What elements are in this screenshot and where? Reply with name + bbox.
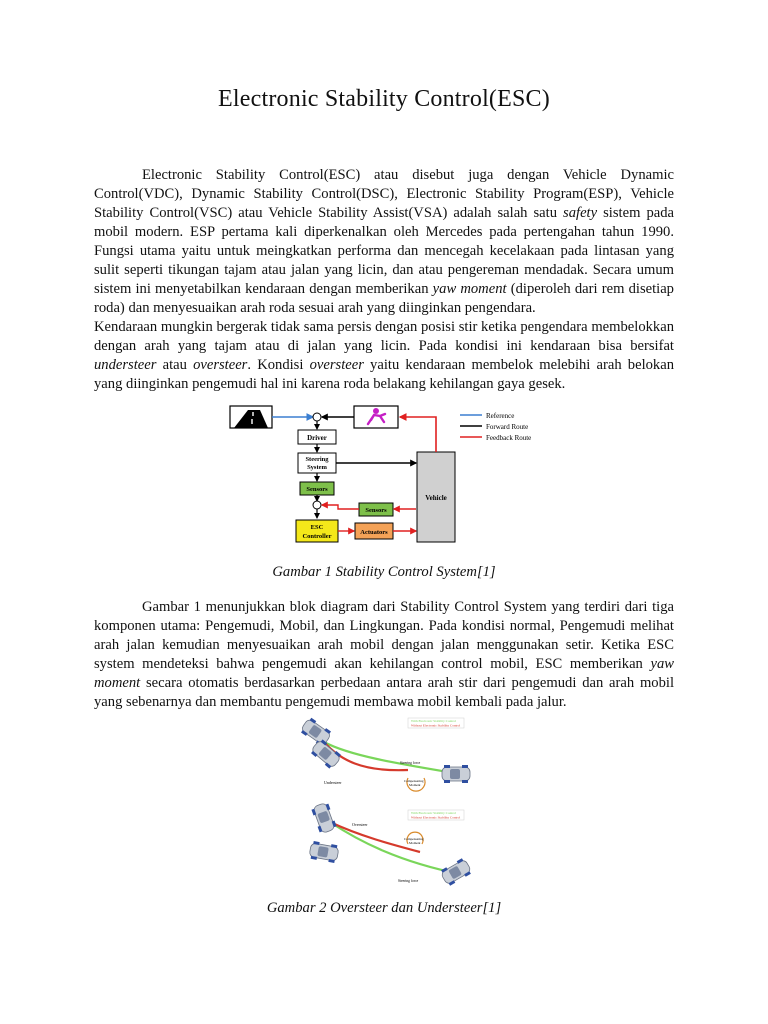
understeer-label: Understeer xyxy=(324,780,342,785)
paragraph-2-emphasis-oversteer: oversteer xyxy=(193,357,248,373)
paragraph-3-emphasis-yaw-moment: yaw moment xyxy=(94,656,674,691)
esc-label-2: Controller xyxy=(302,533,332,540)
paragraph-1-text-a: Electronic Stability Control(ESC) atau disebut juga dengan Vehicle Dynamic Control(VDC), Dynamic Stability Control(DSC), Electronic Stability Program(ESP), Vehicle Stability Control(VSC) atau Vehicle Stability Assist(VSA) adalah salah satu xyxy=(94,167,674,221)
driver-block-label: Driver xyxy=(307,434,327,442)
sensors-right-label: Sensors xyxy=(365,507,387,514)
road-icon xyxy=(230,406,272,428)
oversteer-legend-without: Without Electronic Stability Control xyxy=(411,815,461,820)
paragraph-2-text-b: atau xyxy=(156,357,194,373)
paragraph-1-emphasis-yaw-moment: yaw moment xyxy=(432,281,507,297)
understeer-scenario xyxy=(299,717,470,792)
paragraph-2-text-d: yaitu kendaraan membelok melebihi arah belokan yang diinginkan pengemudi hal ini karena roda belakang kehilangan gaya gesek. xyxy=(94,357,674,392)
oversteer-moment-label-1: Compensating xyxy=(404,837,424,841)
sensors-left-label: Sensors xyxy=(306,486,328,493)
car-icon xyxy=(309,841,340,864)
steering-label-1: Steering xyxy=(305,456,329,463)
paragraph-3 xyxy=(94,598,674,712)
vehicle-label: Vehicle xyxy=(425,494,447,502)
car-icon xyxy=(309,738,342,770)
legend-forward-route: Forward Route xyxy=(486,423,529,431)
actuators-label: Actuators xyxy=(360,529,388,536)
figure-1-block-diagram xyxy=(228,402,548,552)
oversteer-scenario xyxy=(309,802,473,887)
paragraph-1 xyxy=(94,166,674,318)
figure-2-caption: Gambar 2 Oversteer dan Understeer[1] xyxy=(266,900,502,916)
legend-feedback-route: Feedback Route xyxy=(486,434,532,442)
car-icon xyxy=(442,765,470,783)
summing-junction-bottom xyxy=(313,501,321,509)
paragraph-3-text-a: Gambar 1 menunjukkan blok diagram dari Stability Control System yang terdiri dari tiga komponen utama: Pengemudi, Mobil, dan Lingkungan. Pada kondisi normal, Pengemudi melihat arah jalan kemudian menyesuaikan arah mobil dengan jalan menggunakan setir. Ketika ESC system mendeteksi bahwa pengemudi akan kehilangan control mobil, ESC memberikan xyxy=(94,599,674,672)
understeer-legend-with: With Electronic Stability Control xyxy=(411,719,456,723)
steering-label-2: System xyxy=(307,464,327,471)
understeer-moment-label-2: Moment xyxy=(409,783,421,787)
paragraph-3-text-b: secara otomatis berdasarkan perbedaan antara arah stir dari pengemudi dan arah mobil yang sebenarnya dan membantu pengemudi membawa mobil kembali pada jalur. xyxy=(94,675,674,710)
legend-reference: Reference xyxy=(486,412,515,420)
paragraph-1-text-c: (diperoleh dari rem disetiap roda) dan menyesuaikan arah roda sesuai arah yang diinginkan pengendara. xyxy=(94,281,674,316)
paragraph-1-emphasis-safety: safety xyxy=(563,205,598,221)
understeer-steering-force-label: Steering force xyxy=(400,761,421,765)
car-icon xyxy=(311,802,337,834)
oversteer-label: Oversteer xyxy=(352,822,368,827)
car-icon xyxy=(439,857,472,887)
figure-1-legend xyxy=(460,412,531,442)
vehicle-feedback-arrow xyxy=(400,417,436,452)
figure-2-illustration xyxy=(290,712,490,890)
paragraph-2 xyxy=(94,318,674,394)
driver-figure-icon xyxy=(354,406,398,428)
summing-junction-top xyxy=(313,413,321,421)
paragraph-1-text-b: sistem pada mobil modern. ESP pertama kali diperkenalkan oleh Mercedes pada pertengahan tahun 1990. Fungsi utama yaitu untuk meingkatkan performa dan mencegah kecelakaan pada lintasan yang sulit seperti tikungan tajam atau jalan yang licin, dan atau pengereman mendadak. Secara umum sistem ini menyetabilkan kendaraan dengan memberikan xyxy=(94,205,674,297)
esc-label-1: ESC xyxy=(310,524,324,531)
understeer-moment-label-1: Compensating xyxy=(404,779,424,783)
page-title: Electronic Stability Control(ESC) xyxy=(218,86,550,112)
paragraph-2-text-c: . Kondisi xyxy=(247,357,310,373)
paragraph-2-text-a: Kendaraan mungkin bergerak tidak sama persis dengan posisi stir ketika pengendara membelokkan dengan arah yang tajam atau di jalan yang licin. Pada kondisi ini kendaraan bisa bersifat xyxy=(94,319,674,354)
paragraph-2-emphasis-understeer: understeer xyxy=(94,357,157,373)
paragraph-2-emphasis-oversteer-2: oversteer xyxy=(309,357,364,373)
oversteer-legend-with: With Electronic Stability Control xyxy=(411,811,456,815)
oversteer-moment-label-2: Moment xyxy=(409,841,421,845)
oversteer-steering-force-label: Steering force xyxy=(398,879,419,883)
figure-1-caption: Gambar 1 Stability Control System[1] xyxy=(272,564,496,580)
understeer-legend-without: Without Electronic Stability Control xyxy=(411,723,461,728)
